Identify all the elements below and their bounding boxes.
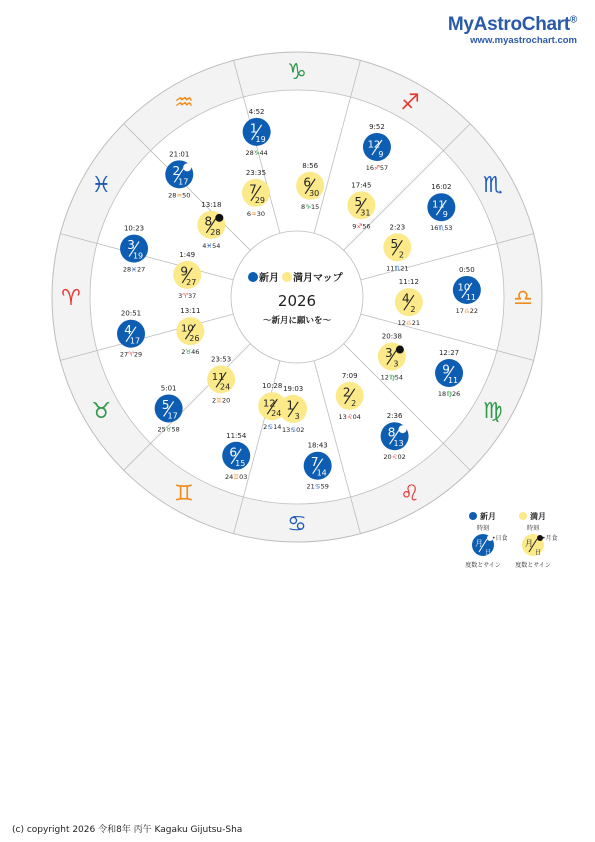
new-moon-6-15: [222, 432, 250, 481]
moon-month: 9: [442, 362, 450, 377]
moon-day: 17: [129, 336, 141, 346]
moon-day: 17: [178, 177, 189, 187]
moon-degree: 25♉58: [157, 425, 180, 434]
center-full-label: 満月マップ: [293, 273, 343, 284]
moon-time: 23:35: [245, 168, 267, 177]
degree-sign-icon: ♌: [346, 412, 353, 421]
degree-sign-icon: ♑: [305, 202, 312, 211]
registered-mark: ®: [569, 14, 577, 26]
moon-degree: 28♑44: [245, 148, 268, 157]
moon-day: 26: [189, 334, 200, 344]
moon-day: 9: [378, 149, 384, 159]
moon-degree: 2♉46: [181, 348, 200, 357]
degree-sign-icon: ♋: [314, 482, 321, 491]
moon-day: 27: [186, 277, 197, 287]
moon-month: 8: [204, 214, 213, 229]
moon-time: 20:51: [120, 309, 142, 318]
new-moon-3-19: [120, 225, 148, 274]
new-moon-2-17: [165, 150, 193, 199]
moon-day: 2: [410, 305, 416, 315]
lunar-eclipse-icon: [215, 214, 223, 222]
moon-day: 28: [210, 227, 221, 237]
new-moon-4-17: [117, 310, 145, 359]
moon-time: 10:23: [123, 224, 145, 233]
moon-time: 11:54: [226, 431, 247, 440]
degree-sign-icon: ♎: [463, 306, 470, 315]
moon-time: 2:23: [389, 223, 406, 232]
aquarius-sign-icon: ♒: [174, 90, 194, 116]
moon-time: 7:09: [341, 371, 358, 380]
legend-day: 日: [484, 548, 492, 556]
legend-day: 日: [534, 548, 542, 556]
degree-sign-icon: ♈: [128, 350, 134, 359]
moon-degree: 16♐57: [365, 163, 389, 172]
moon-month: 1: [286, 398, 294, 413]
legend-new: [465, 511, 507, 569]
moon-day: 30: [309, 188, 320, 198]
legend-dot-icon: [519, 512, 527, 520]
moon-month: 6: [303, 175, 311, 190]
legend-title: 満月: [530, 512, 546, 521]
moon-degree: 13♌04: [338, 412, 361, 421]
libra-sign-icon: ♎: [513, 286, 533, 311]
degree-sign-icon: ♏: [438, 224, 445, 233]
center-new-label: 新月: [259, 273, 279, 284]
moon-month: 2: [172, 163, 181, 178]
leo-sign-icon: ♌: [400, 481, 420, 507]
lunar-eclipse-icon: [396, 346, 404, 354]
moon-degree: 27♈29: [119, 350, 143, 359]
moon-day: 11: [447, 376, 459, 386]
moon-time: 16:02: [431, 183, 452, 192]
moon-month: 7: [310, 455, 319, 470]
moon-day: 19: [255, 134, 266, 144]
moon-day: 2: [398, 250, 404, 260]
moon-day: 19: [132, 251, 144, 261]
moon-day: 17: [167, 411, 178, 421]
moon-degree: 18♍26: [437, 390, 461, 399]
moon-degree: 28♒50: [168, 191, 191, 200]
moon-time: 23:53: [211, 355, 232, 364]
moon-degree: 28♓27: [122, 265, 146, 274]
degree-sign-icon: ♊: [233, 472, 240, 481]
full-moon-3-3: [378, 333, 406, 382]
logo-title: MyAstroChart®: [447, 14, 577, 35]
moon-day: 3: [393, 359, 399, 369]
moon-degree: 6♒30: [246, 209, 266, 218]
moon-month: 7: [249, 182, 257, 197]
degree-sign-icon: ♍: [388, 373, 395, 382]
taurus-sign-icon: ♉: [91, 399, 112, 424]
moon-month: 12: [367, 139, 381, 151]
moon-month: 3: [385, 346, 393, 361]
gemini-sign-icon: ♊: [174, 481, 194, 507]
cancer-sign-icon: ♋: [287, 512, 307, 537]
degree-sign-icon: ♓: [206, 241, 213, 250]
moon-time: 10:28: [262, 382, 283, 391]
legend-time: 時刻: [526, 525, 540, 532]
new-moon-7-14: [304, 442, 332, 491]
logo-url: www.myastrochart.com: [470, 35, 577, 46]
moon-time: 4:52: [248, 107, 265, 116]
degree-sign-icon: ♏: [394, 264, 401, 273]
moon-time: 13:11: [180, 307, 201, 316]
legend-eclipse: •月食: [542, 535, 558, 542]
moon-day: 24: [220, 382, 231, 392]
moon-day: 14: [316, 468, 327, 478]
capricorn-sign-icon: ♑: [287, 60, 307, 85]
moon-month: 11: [431, 199, 445, 211]
degree-sign-icon: ♉: [185, 348, 192, 357]
legend-degree-sign: 度数とサイン: [515, 562, 551, 569]
moon-degree: 8♑15: [301, 202, 320, 211]
new-moon-9-11: [435, 349, 463, 398]
center-label: [231, 231, 363, 363]
moon-time: 18:43: [307, 441, 328, 450]
moon-degree: 2♊20: [211, 396, 231, 405]
moon-day: 9: [442, 210, 448, 220]
degree-sign-icon: ♋: [290, 425, 297, 434]
moon-month: 6: [229, 445, 238, 460]
moon-time: 5:01: [160, 384, 177, 393]
moon-degree: 3♈37: [178, 291, 197, 300]
full-moon-dot-icon: [282, 272, 292, 282]
full-moon-4-2: [395, 278, 423, 327]
legend-month: 月: [475, 539, 483, 548]
degree-sign-icon: ♑: [253, 148, 260, 157]
moon-day: 2: [351, 398, 357, 408]
moon-day: 31: [360, 208, 371, 218]
degree-sign-icon: ♉: [165, 425, 172, 434]
center-subtitle: 〜新月に願いを〜: [262, 316, 332, 326]
moon-time: 17:45: [351, 181, 372, 190]
moon-time: 11:12: [398, 278, 419, 287]
moon-day: 3: [294, 411, 300, 421]
moon-degree: 2♋14: [263, 423, 282, 432]
legend-dot-icon: [469, 512, 477, 520]
degree-sign-icon: ♒: [250, 209, 257, 218]
moon-time: 1:49: [179, 250, 196, 259]
moon-time: 12:27: [438, 349, 460, 358]
legend-eclipse: •日食: [492, 535, 508, 542]
moon-time: 13:18: [201, 200, 222, 209]
moon-month: 11: [211, 371, 225, 383]
moon-month: 5: [354, 194, 363, 209]
degree-sign-icon: ♒: [176, 191, 183, 200]
moon-degree: 4♓54: [202, 241, 221, 250]
degree-sign-icon: ♌: [391, 453, 398, 462]
moon-degree: 20♌02: [383, 453, 406, 462]
degree-sign-icon: ♓: [131, 265, 137, 274]
moon-degree: 21♋59: [306, 482, 329, 491]
degree-sign-icon: ♈: [182, 291, 189, 300]
moon-day: 13: [393, 439, 404, 449]
solar-eclipse-icon: [399, 425, 407, 433]
moon-month: 5: [390, 236, 399, 251]
degree-sign-icon: ♍: [446, 390, 452, 399]
moon-day: 24: [271, 409, 282, 419]
moon-month: 4: [402, 291, 410, 306]
copyright: (c) copyright 2026 令和8年 丙午 Kagaku Gijutsu-Sha: [12, 825, 243, 835]
moon-time: 19:03: [283, 384, 304, 393]
aries-sign-icon: ♈: [61, 286, 81, 311]
moon-month: 10: [457, 282, 471, 294]
moon-month: 3: [127, 238, 135, 253]
moon-day: 11: [465, 292, 476, 302]
legend-title: 新月: [480, 512, 496, 521]
moon-time: 2:36: [386, 412, 403, 421]
scorpio-sign-icon: ♏: [482, 173, 503, 198]
degree-sign-icon: ♐: [356, 222, 363, 231]
moon-time: 8:56: [302, 161, 319, 170]
moon-time: 0:50: [458, 265, 475, 274]
solar-eclipse-icon: [183, 163, 191, 171]
degree-sign-icon: ♊: [216, 396, 222, 405]
moon-degree: 24♊03: [225, 472, 248, 481]
moon-time: 21:01: [169, 150, 190, 159]
moon-day: 15: [235, 458, 246, 468]
moon-degree: 12♍54: [380, 373, 404, 382]
degree-sign-icon: ♐: [374, 163, 380, 172]
legend-degree-sign: 度数とサイン: [465, 562, 501, 569]
pisces-sign-icon: ♓: [91, 173, 112, 198]
degree-sign-icon: ♎: [405, 319, 412, 328]
center-year: 2026: [277, 292, 317, 310]
new-moon-11-9: [427, 183, 455, 232]
moon-month: 1: [249, 121, 258, 136]
sagittarius-sign-icon: ♐: [400, 90, 420, 116]
legend: [465, 511, 557, 569]
moon-month: 2: [342, 385, 351, 400]
virgo-sign-icon: ♍: [482, 399, 503, 424]
moon-time: 20:38: [381, 332, 402, 341]
moon-degree: 9♐56: [352, 222, 371, 231]
moon-degree: 16♏53: [430, 224, 453, 233]
moon-month: 8: [387, 425, 396, 440]
degree-sign-icon: ♋: [267, 423, 274, 432]
moon-degree: 17♎22: [455, 306, 479, 315]
legend-full: [515, 511, 557, 569]
moon-month: 10: [180, 323, 194, 335]
legend-time: 時刻: [476, 525, 490, 532]
moon-degree: 13♋02: [281, 425, 305, 434]
moon-degree: 11♏21: [386, 264, 409, 273]
moon-month: 5: [161, 397, 170, 412]
moon-day: 29: [254, 195, 266, 205]
new-moon-dot-icon: [248, 272, 258, 282]
moon-month: 12: [262, 398, 276, 410]
moon-time: 9:52: [369, 122, 385, 131]
moon-degree: 12♎21: [397, 319, 421, 328]
moon-month: 4: [124, 323, 132, 338]
legend-month: 月: [525, 539, 533, 548]
moon-month: 9: [180, 264, 189, 279]
